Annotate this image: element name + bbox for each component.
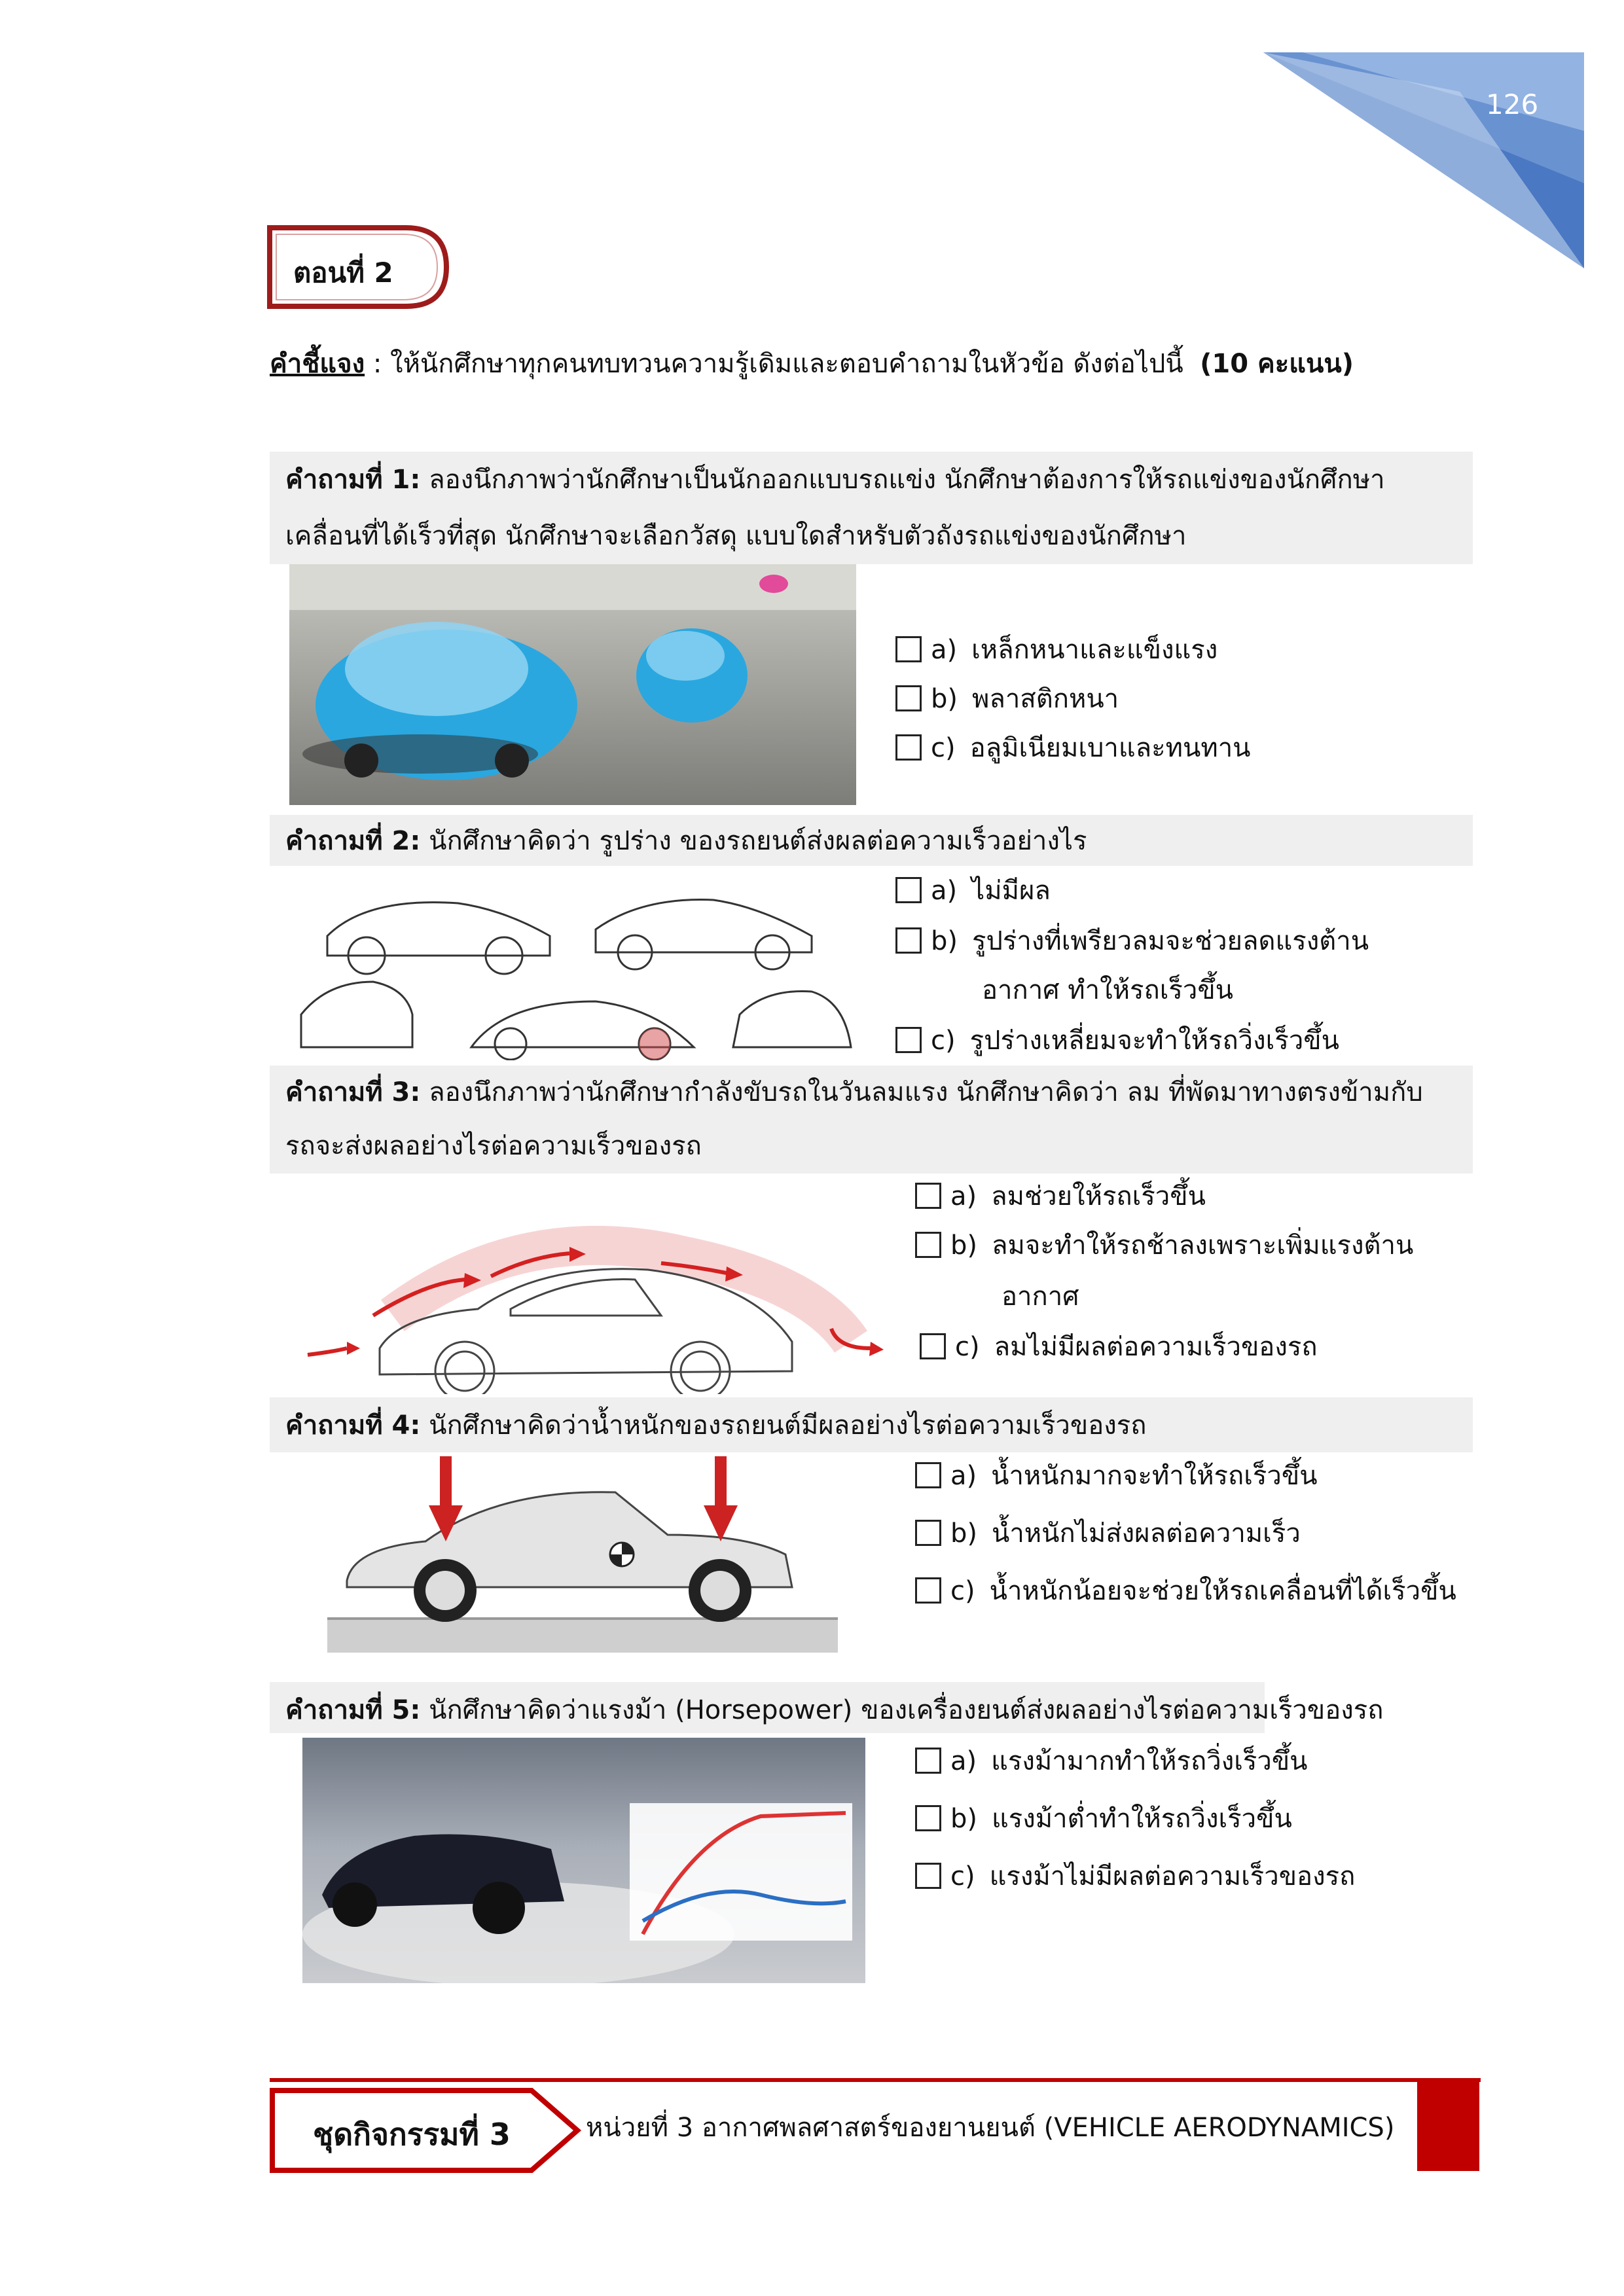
q2-option-b-cont: อากาศ ทำให้รถเร็วขึ้น: [982, 975, 1234, 1005]
footer-activity: ชุดกิจกรรมที่ 3: [313, 2117, 511, 2152]
q4-option-c[interactable]: c) น้ำหนักน้อยจะช่วยให้รถเคลื่อนที่ได้เร็วขึ้น: [915, 1570, 1456, 1611]
question-3-line-2: รถจะส่งผลอย่างไรต่อความเร็วของรถ: [285, 1131, 702, 1161]
checkbox[interactable]: [915, 1805, 941, 1831]
q4-option-b[interactable]: b) น้ำหนักไม่ส่งผลต่อความเร็ว: [915, 1512, 1301, 1554]
footer-unit: หน่วยที่ 3 อากาศพลศาสตร์ของยานยนต์ (VEHICLE AERODYNAMICS): [586, 2113, 1395, 2143]
checkbox[interactable]: [895, 685, 922, 711]
question-2-line-1: คำถามที่ 2: นักศึกษาคิดว่า รูปร่าง ของรถยนต์ส่งผลต่อความเร็วอย่างไร: [285, 826, 1087, 856]
q2-option-b[interactable]: b) รูปร่างที่เพรียวลมจะช่วยลดแรงต้าน: [895, 920, 1369, 961]
question-2-image: [288, 870, 864, 1060]
question-1-image: [289, 564, 856, 805]
footer-top-rule: [270, 2078, 1481, 2082]
q1-option-a[interactable]: a) เหล็กหนาและแข็งแรง: [895, 628, 1218, 670]
page-number: 126: [1486, 88, 1539, 120]
checkbox[interactable]: [915, 1577, 941, 1604]
checkbox[interactable]: [920, 1333, 946, 1359]
q4-option-a[interactable]: a) น้ำหนักมากจะทำให้รถเร็วขึ้น: [915, 1454, 1318, 1496]
q1-option-c[interactable]: c) อลูมิเนียมเบาและทนทาน: [895, 726, 1251, 768]
instruction-score: (10 คะแนน): [1200, 349, 1354, 379]
question-5-image: [302, 1738, 865, 1983]
checkbox[interactable]: [915, 1232, 941, 1258]
q3-option-c[interactable]: c) ลมไม่มีผลต่อความเร็วของรถ: [920, 1325, 1318, 1367]
question-1-line-1: คำถามที่ 1: ลองนึกภาพว่านักศึกษาเป็นนักออกแบบรถแข่ง นักศึกษาต้องการให้รถแข่งของนักศึกษา: [285, 465, 1385, 495]
question-4-image: [327, 1456, 838, 1653]
checkbox[interactable]: [895, 636, 922, 662]
q3-option-b[interactable]: b) ลมจะทำให้รถช้าลงเพราะเพิ่มแรงต้าน: [915, 1224, 1413, 1266]
q1-option-b[interactable]: b) พลาสติกหนา: [895, 677, 1119, 719]
instruction-prefix: คำชี้แจง: [270, 349, 365, 379]
q3-option-a[interactable]: a) ลมช่วยให้รถเร็วขึ้น: [915, 1175, 1206, 1217]
checkbox[interactable]: [915, 1748, 941, 1774]
checkbox[interactable]: [915, 1863, 941, 1889]
question-1-line-2: เคลื่อนที่ได้เร็วที่สุด นักศึกษาจะเลือกวัสดุ แบบใดสำหรับตัวถังรถแข่งของนักศึกษา: [285, 521, 1187, 551]
checkbox[interactable]: [895, 927, 922, 954]
checkbox[interactable]: [895, 734, 922, 761]
question-4-line-1: คำถามที่ 4: นักศึกษาคิดว่าน้ำหนักของรถยนต์มีผลอย่างไรต่อความเร็วของรถ: [285, 1410, 1147, 1441]
q5-option-a[interactable]: a) แรงม้ามากทำให้รถวิ่งเร็วขึ้น: [915, 1740, 1308, 1782]
q2-option-a[interactable]: a) ไม่มีผล: [895, 869, 1051, 911]
footer-red-block: [1417, 2078, 1479, 2171]
checkbox[interactable]: [915, 1183, 941, 1209]
q5-option-b[interactable]: b) แรงม้าต่ำทำให้รถวิ่งเร็วขึ้น: [915, 1797, 1292, 1839]
corner-decoration: [1263, 52, 1604, 275]
question-5-line-1: คำถามที่ 5: นักศึกษาคิดว่าแรงม้า (Horsepower) ของเครื่องยนต์ส่งผลอย่างไรต่อความเร็วของรถ: [285, 1695, 1384, 1725]
section-label: ตอนที่ 2: [293, 257, 393, 289]
checkbox[interactable]: [895, 877, 922, 903]
q2-option-c[interactable]: c) รูปร่างเหลี่ยมจะทำให้รถวิ่งเร็วขึ้น: [895, 1019, 1339, 1061]
question-3-image: [295, 1217, 884, 1394]
checkbox[interactable]: [915, 1462, 941, 1488]
instruction: [270, 337, 1354, 391]
instruction-text: : ให้นักศึกษาทุกคนทบทวนความรู้เดิมและตอบคำถามในหัวข้อ ดังต่อไปนี้: [365, 349, 1183, 379]
checkbox[interactable]: [895, 1027, 922, 1053]
question-3-line-1: คำถามที่ 3: ลองนึกภาพว่านักศึกษากำลังขับรถในวันลมแรง นักศึกษาคิดว่า ลม ที่พัดมาทางตรงข้ามกับ: [285, 1077, 1423, 1107]
q5-option-c[interactable]: c) แรงม้าไม่มีผลต่อความเร็วของรถ: [915, 1855, 1355, 1897]
checkbox[interactable]: [915, 1520, 941, 1546]
q3-option-b-cont: อากาศ: [1001, 1282, 1079, 1312]
